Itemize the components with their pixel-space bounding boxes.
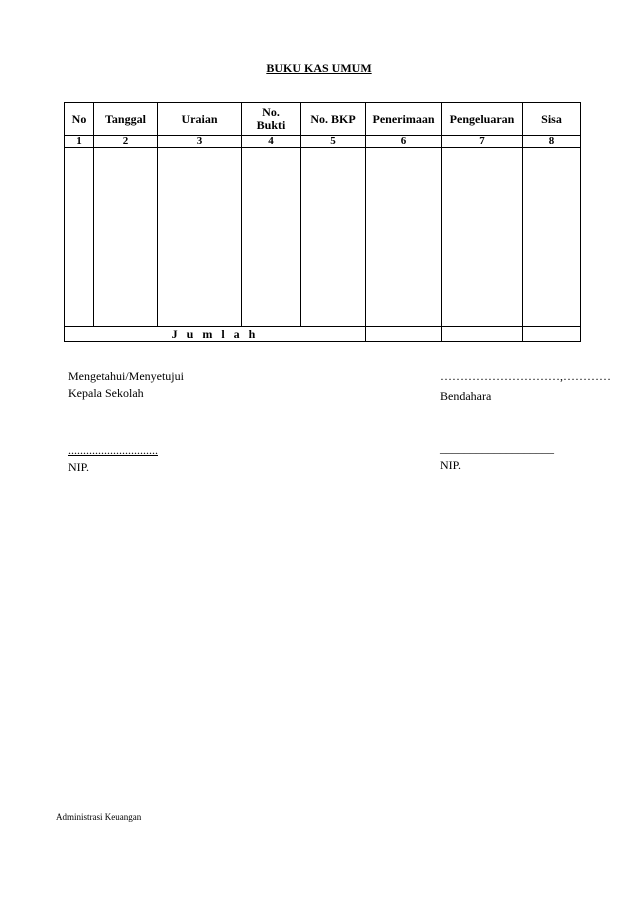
column-number: 5 <box>301 136 366 148</box>
treasurer-signature-block <box>440 440 554 474</box>
total-pengeluaran-cell <box>442 327 523 342</box>
total-label: J u m l a h <box>171 327 259 341</box>
approval-label: Mengetahui/Menyetujui <box>68 369 184 383</box>
column-number: 4 <box>242 136 301 148</box>
column-number: 1 <box>65 136 94 148</box>
entry-area-row <box>65 148 581 327</box>
header-no-bukti-line1: No. <box>262 105 280 119</box>
cash-ledger-table <box>64 102 581 342</box>
date-place-line: …………………………,………… <box>440 369 611 383</box>
entry-cell-no-bkp <box>301 148 366 327</box>
total-penerimaan-cell <box>366 327 442 342</box>
header-no-bukti <box>242 103 301 136</box>
column-number: 2 <box>94 136 158 148</box>
header-no-bkp: No. BKP <box>301 103 366 136</box>
header-no-bukti-line2: Bukti <box>256 118 286 132</box>
total-row <box>65 327 581 342</box>
document-title: BUKU KAS UMUM <box>266 61 372 75</box>
headmaster-signature-block <box>68 442 158 476</box>
treasurer-title: Bendahara <box>440 389 492 403</box>
entry-cell-no-bukti <box>242 148 301 327</box>
footer-text: Administrasi Keuangan <box>56 812 142 822</box>
entry-cell-penerimaan <box>366 148 442 327</box>
headmaster-name-placeholder: .............................. <box>68 443 158 457</box>
treasurer-name-placeholder: ___________________ <box>440 441 554 455</box>
column-number: 7 <box>442 136 523 148</box>
table-header-row <box>65 103 581 136</box>
header-sisa: Sisa <box>523 103 581 136</box>
treasurer-nip-label: NIP. <box>440 458 462 472</box>
total-sisa-cell <box>523 327 581 342</box>
header-penerimaan: Penerimaan <box>366 103 442 136</box>
column-number: 8 <box>523 136 581 148</box>
headmaster-nip-label: NIP. <box>68 460 90 474</box>
header-pengeluaran: Pengeluaran <box>442 103 523 136</box>
column-number: 6 <box>366 136 442 148</box>
column-number-row <box>65 136 581 148</box>
entry-cell-pengeluaran <box>442 148 523 327</box>
entry-cell-tanggal <box>94 148 158 327</box>
column-number: 3 <box>158 136 242 148</box>
entry-cell-uraian <box>158 148 242 327</box>
entry-cell-sisa <box>523 148 581 327</box>
total-label-cell <box>65 327 366 342</box>
header-no: No <box>65 103 94 136</box>
approval-block <box>68 368 184 402</box>
header-uraian: Uraian <box>158 103 242 136</box>
headmaster-title: Kepala Sekolah <box>68 386 144 400</box>
entry-cell-no <box>65 148 94 327</box>
header-tanggal: Tanggal <box>94 103 158 136</box>
